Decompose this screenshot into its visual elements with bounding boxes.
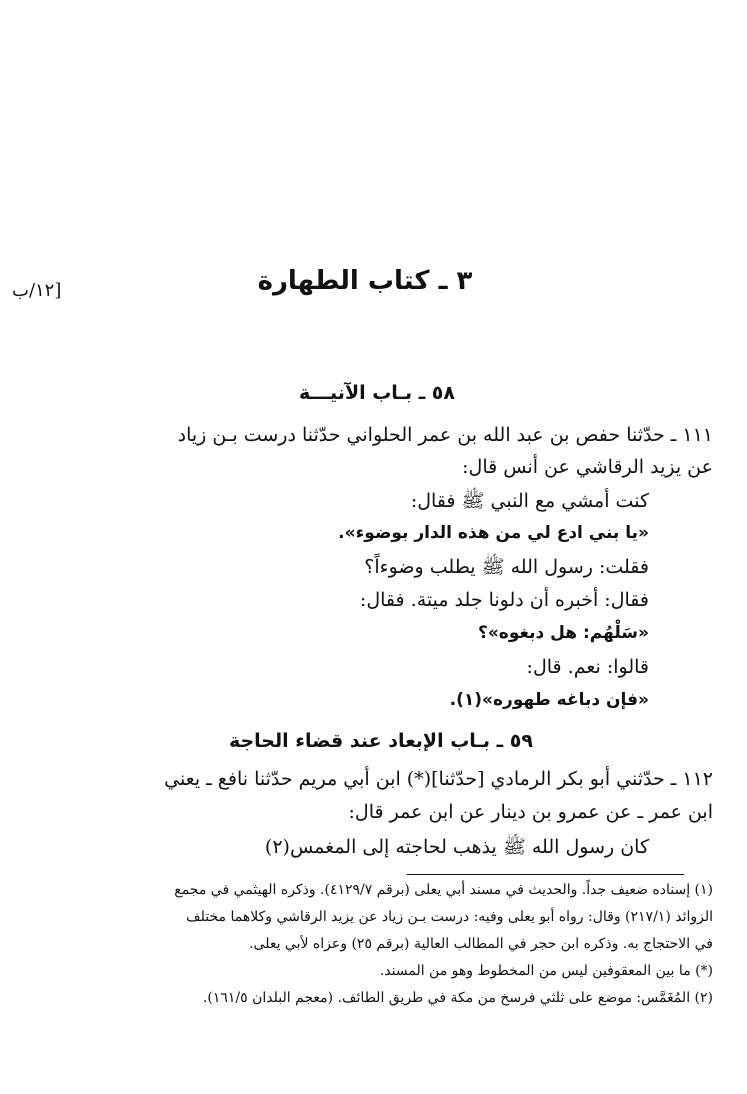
chapter-title: ٣ ـ كتاب الطهارة [257, 266, 473, 296]
footnote-asterisk: (*) ما بين المعقوفين ليس من المخطوط وهو من المسند. [379, 963, 713, 979]
hadith-111-line-3: كنت أمشي مع النبي ﷺ فقال: [410, 490, 649, 512]
hadith-112-line-1: ١١٢ ـ حدّثني أبو بكر الرمادي [حدّثنا](*) ابن أبي مريم حدّثنا نافع ـ يعني [164, 768, 713, 790]
hadith-111-line-6: فقال: أخبره أن دلونا جلد ميتة. فقال: [359, 589, 649, 611]
hadith-111-line-1: ١١١ ـ حدّثنا حفص بن عبد الله بن عمر الحلواني حدّثنا درست بـن زياد [177, 424, 713, 446]
hadith-111-line-8: قالوا: نعم. قال: [526, 656, 649, 678]
section-title-58: ٥٨ ـ بـاب الآنيـــة [299, 382, 455, 404]
footnote-2: (٢) المُغَمَّس: موضع على ثلثي فرسخ من مكة في طريق الطائف. (معجم البلدان ١٦١/٥). [202, 990, 713, 1006]
hadith-111-line-2: عن يزيد الرقاشي عن أنس قال: [462, 456, 713, 478]
footnote-1-line-3: في الاحتجاج به. وذكره ابن حجر في المطالب العالية (برقم ٢٥) وعزاه لأبي يعلى. [249, 936, 713, 952]
hadith-111-line-5: فقلت: رسول الله ﷺ يطلب وضوءاً؟ [364, 556, 649, 578]
hadith-112-line-3: كان رسول الله ﷺ يذهب لحاجته إلى المغمس(٢) [264, 836, 649, 858]
hadith-111-quote-1: «يا بني ادع لي من هذه الدار بوضوء». [338, 523, 649, 543]
hadith-112-line-2: ابن عمر ـ عن عمرو بن دينار عن ابن عمر قال: [348, 801, 713, 823]
footnote-divider [407, 874, 684, 875]
folio-marker: [١٢/ب [12, 280, 62, 301]
hadith-111-quote-3: «فإن دباغه طهوره»(١). [449, 690, 649, 710]
section-title-59: ٥٩ ـ بـاب الإبعاد عند قضاء الحاجة [228, 730, 533, 752]
hadith-111-quote-2: «سَلْهُم: هل دبغوه»؟ [477, 623, 649, 643]
footnote-1-line-2: الزوائد (٢١٧/١) وقال: رواه أبو يعلى وفيه: درست بـن زياد عن يزيد الرقاشي وكلاهما مختلف [186, 909, 713, 925]
footnote-1-line-1: (١) إسناده ضعيف جداً. والحديث في مسند أبي يعلى (برقم ٤١٢٩/٧). وذكره الهيثمي في مجمع [174, 882, 713, 898]
